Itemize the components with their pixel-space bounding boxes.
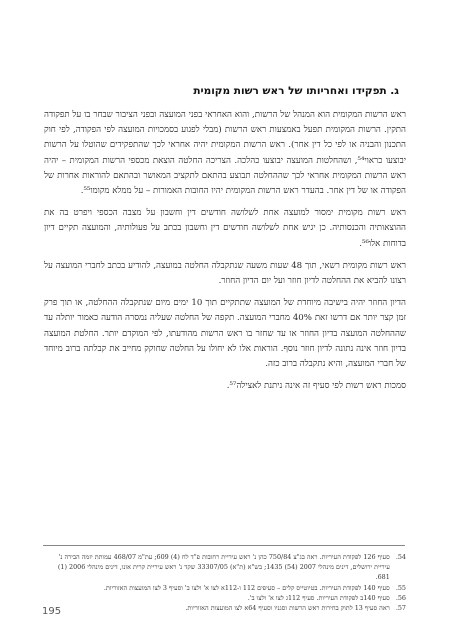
footnote (44, 552, 406, 583)
footnote-number: 54. (395, 553, 406, 561)
paragraph: סמכות ראש רשות לפי סעיף זה אינה ניתנת לאצילה⁵⁷. (226, 381, 406, 392)
section-heading: ג. תפקידו ואחריותו של ראש רשות מקומית (193, 85, 399, 97)
footnotes (44, 552, 406, 613)
footnote (44, 593, 406, 603)
footnote-number: 56. (395, 593, 406, 602)
footnote-divider (43, 545, 405, 546)
paragraph: ראש רשות מקומית רשאי, תוך 48 שעות משעה שנתקבלה החלטה במועצה, להודיע בכתב לחברי המועצה על רצונו להביא את ההחלטה לדיון חוזר ועל יום הדיון החוזר. (44, 260, 406, 287)
paragraph: הדיון החוזר יהיה בישיבה מיוחדת של המועצה שתתקיים תוך 10 ימים מיום שנתקבלה ההחלטה, או תוך פרק זמן קצר יותר אם דרשו זאת 40% מחברי המועצה. תקפה של החלטה שעליה נמסרה הודעה כאמור יותלה עד שההחלטה המועצה בדיון החוזר או עד שחזר בו ראש הרשות מהודעתו, לפי המוקדם יותר. החלטת המועצה בדיון חוזר אינה נתונה לדיון חוזר נוסף. הוראות אלו לא יחולו על החלטה שחוקק מחייב את קבלתה ברוב מיוחד של חברי המועצה, והיא נתקבלה ברוב כזה. (44, 298, 407, 370)
footnote-text: ראה סעיף 13 לתוק בחירות ראש הרשות וסגניו וסעיף 64א לצו המועצות האזוריות. (185, 604, 390, 613)
footnote-number: 57. (395, 604, 406, 613)
body-text (44, 108, 406, 401)
footnote-number: 55. (395, 583, 406, 592)
footnote (44, 583, 406, 593)
footnote (44, 603, 406, 613)
paragraph: ראש הרשות המקומית הוא המנהל של הרשות, והוא האחראי בפני המועצה ובפני הציבור שבחר בו על תפקודה התקין. הרשות המקומית תפעל באמצעות ראש הרשות (מבלי לפגוע בסמכויות המועצה לפי הפקודה, לפי חוק התכנון והבניה או לפי כל דין אחר). ראש הרשות המקומית יהיה אחראי לכך שהתפקידים שהוטלו על הרשות יבוצעו כראוי⁵⁴, ושהחלטות המועצה יבוצעו כהלכה. הצריכה החלטה הוצאת מכספי הרשות המקומית – יהיה ראש הרשות המקומית אחראי לכך שההחלטה תבוצע בהתאם לתקציב המאושר ובהתאם להוראות אחרות של הפקודה או של דין אחר. בהעדר ראש הרשות המקומית יהיו החובות האמורות – על ממלא מקומו⁵⁵. (44, 110, 406, 197)
paragraph: ראש רשות מקומית ימסור למועצה אחת לשלושה חודשים דין וחשבון על מצבה הכספי ויפרט בה את ההוצאותיה והכנסותיה. כן יגיש אחת לשלושה חודשים דין וחשבון בכתב על פעולותיה, והמועצה תקיים דיון בדוחות אלו⁵⁶. (44, 208, 406, 249)
footnote-text: סעיף 126 לפקודת העיריות. ראה בג"צ 750/84 כהן נ' ראש עיריית רחובות פ"ד לח (4) 609; עת"מ 468/07 עמותת יזמה הבירה נ' עיריית ירושלים, דינים מינהלי 2007 (54) 1435; בש"א (ת"א) 33307/05 שקד נ' ראש עיריית קרית אונו, דינים מינהלי 2006 (1) 681. (57, 553, 390, 582)
footnote-text: סעיף 140 לפקודת העיריות. בטיוטייס קלים – סעיפים 112 ו-112א לצו א' ולצו ב' וסעיף 3 לצו המועצות האזוריות. (103, 583, 390, 592)
footnote-text: סעיף 140ב לפקודת העיריות. סעיף 112ג לצו א' ולצו ב'. (247, 593, 390, 602)
page-number: 195 (42, 606, 62, 617)
